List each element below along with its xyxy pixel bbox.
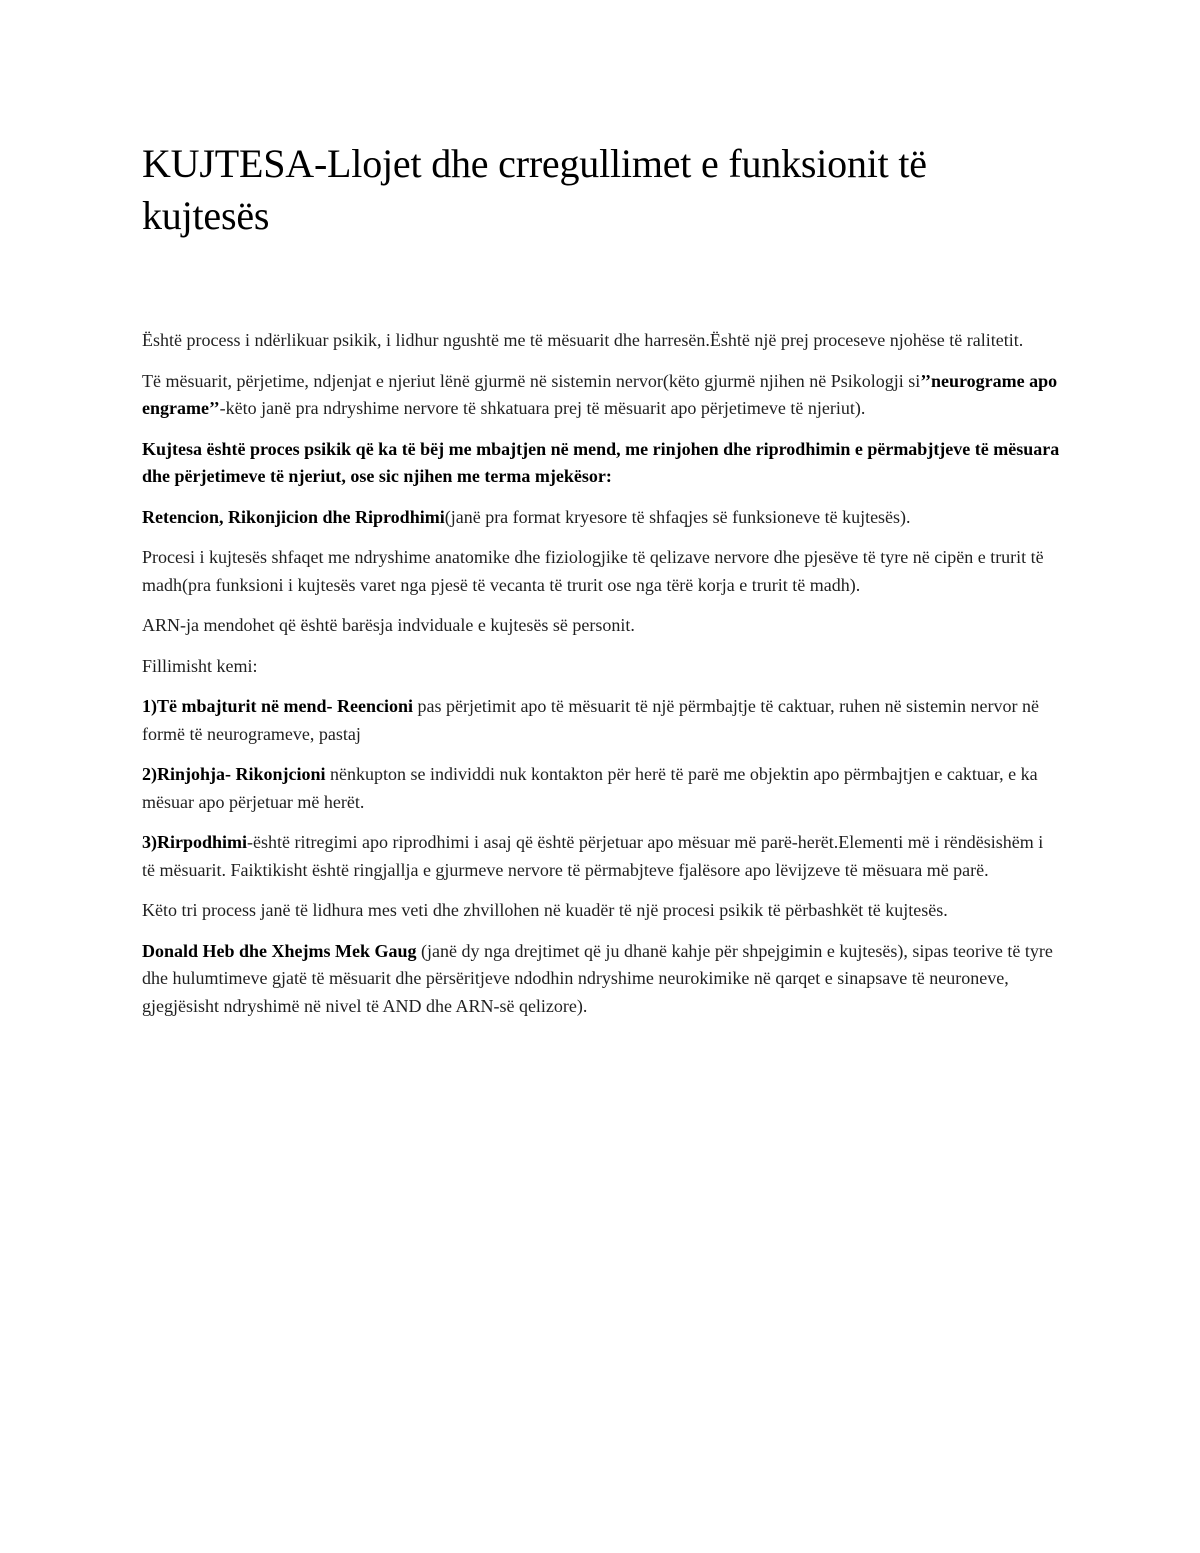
bold-term: Retencion, Rikonjicion dhe Riprodhimi bbox=[142, 506, 445, 527]
bold-term: 3)Rirpodhimi bbox=[142, 832, 248, 852]
paragraph-text: Fillimisht kemi: bbox=[142, 655, 258, 676]
paragraph-text: -këto janë pra ndryshime nervore të shkatuara prej të mësuarit apo përjetimeve të njeriut). bbox=[219, 398, 866, 418]
bold-term: 1)Të mbajturit në mend- Reencioni bbox=[142, 696, 413, 716]
paragraph-forms bbox=[142, 504, 1060, 532]
document-title: KUJTESA-Llojet dhe crregullimet e funksionit të kujtesës bbox=[142, 141, 927, 238]
paragraph-text: Të mësuarit, përjetime, ndjenjat e njeriut lënë gjurmë në sistemin nervor(këto gjurmë njihen në Psikologji si bbox=[142, 370, 921, 391]
paragraph-intro-list bbox=[142, 653, 1060, 681]
paragraph-anatomy bbox=[142, 544, 1060, 599]
paragraph-text: Është process i ndërlikuar psikik, i lidhur ngushtë me të mësuarit dhe harresën.Është një prej proceseve njohëse të ralitetit. bbox=[142, 330, 1024, 350]
paragraph-text: Procesi i kujtesës shfaqet me ndryshime anatomike dhe fiziologjike të qelizave nervore dhe pjesëve të tyre në cipën e trurit të madh(pra funksioni i kujtesës varet nga pjesë të vecanta të trurit ose nga tërë korja e trurit të madh). bbox=[142, 547, 1044, 595]
paragraph-arn bbox=[142, 612, 1060, 640]
paragraph-definition bbox=[142, 327, 1060, 355]
paragraph-memory-process bbox=[142, 436, 1060, 491]
paragraph-text: ARN-ja mendohet që është barësja indviduale e kujtesës së personit. bbox=[142, 615, 635, 635]
list-item-recognition bbox=[142, 761, 1060, 816]
document-body bbox=[142, 327, 1060, 1020]
paragraph-text: (janë dy nga drejtimet që ju dhanë kahje për shpejgimin e kujtesës), sipas teorive të tyre dhe hulumtimeve gjatë të mësuarit dhe përsëritjeve ndodhin ndryshime neurokimike në qarqet e sinapsave të neuroneve, gjegjësisht ndryshimë në nivel të AND dhe ARN-së qelizore). bbox=[142, 940, 1053, 1016]
paragraph-text: -është ritregimi apo riprodhimi i asaj që është përjetuar apo mësuar më parë-herët.Elementi më i rëndësishëm i të mësuarit. Faiktikisht është ringjallja e gjurmeve nervore të përmabjteve fjalësore apo lëvijzeve të mësuara më parë. bbox=[142, 832, 1044, 880]
list-item-retention bbox=[142, 693, 1060, 748]
paragraph-neurograms bbox=[142, 368, 1060, 423]
paragraph-three-processes bbox=[142, 897, 1060, 925]
paragraph-theories bbox=[142, 938, 1060, 1021]
paragraph-text: (janë pra format kryesore të shfaqjes së funksioneve të kujtesës). bbox=[444, 506, 911, 527]
bold-term: 2)Rinjohja- Rikonjcioni bbox=[142, 764, 326, 784]
bold-paragraph-text: Kujtesa është proces psikik që ka të bëj me mbajtjen në mend, me rinjohen dhe riprodhimin e përmabjtjeve të mësuara dhe përjetimeve të njeriut, ose sic njihen me terma mjekësor: bbox=[142, 438, 1060, 486]
paragraph-text: pas përjetimit apo të mësuarit të një përmbajtje të caktuar, ruhen në sistemin nervor në formë të neurogrameve, pastaj bbox=[142, 696, 1040, 744]
paragraph-text: nënkupton se individdi nuk kontakton për herë të parë me objektin apo përmbajtjen e caktuar, e ka mësuar apo përjetuar më herët. bbox=[142, 764, 1038, 812]
paragraph-text: Këto tri process janë të lidhura mes veti dhe zhvillohen në kuadër të një procesi psikik të përbashkët të kujtesës. bbox=[142, 900, 948, 920]
bold-term: Donald Heb dhe Xhejms Mek Gaug bbox=[142, 940, 417, 961]
list-item-reproduction bbox=[142, 829, 1060, 884]
bold-term: ’’neurograme apo engrame’’ bbox=[142, 370, 1058, 418]
